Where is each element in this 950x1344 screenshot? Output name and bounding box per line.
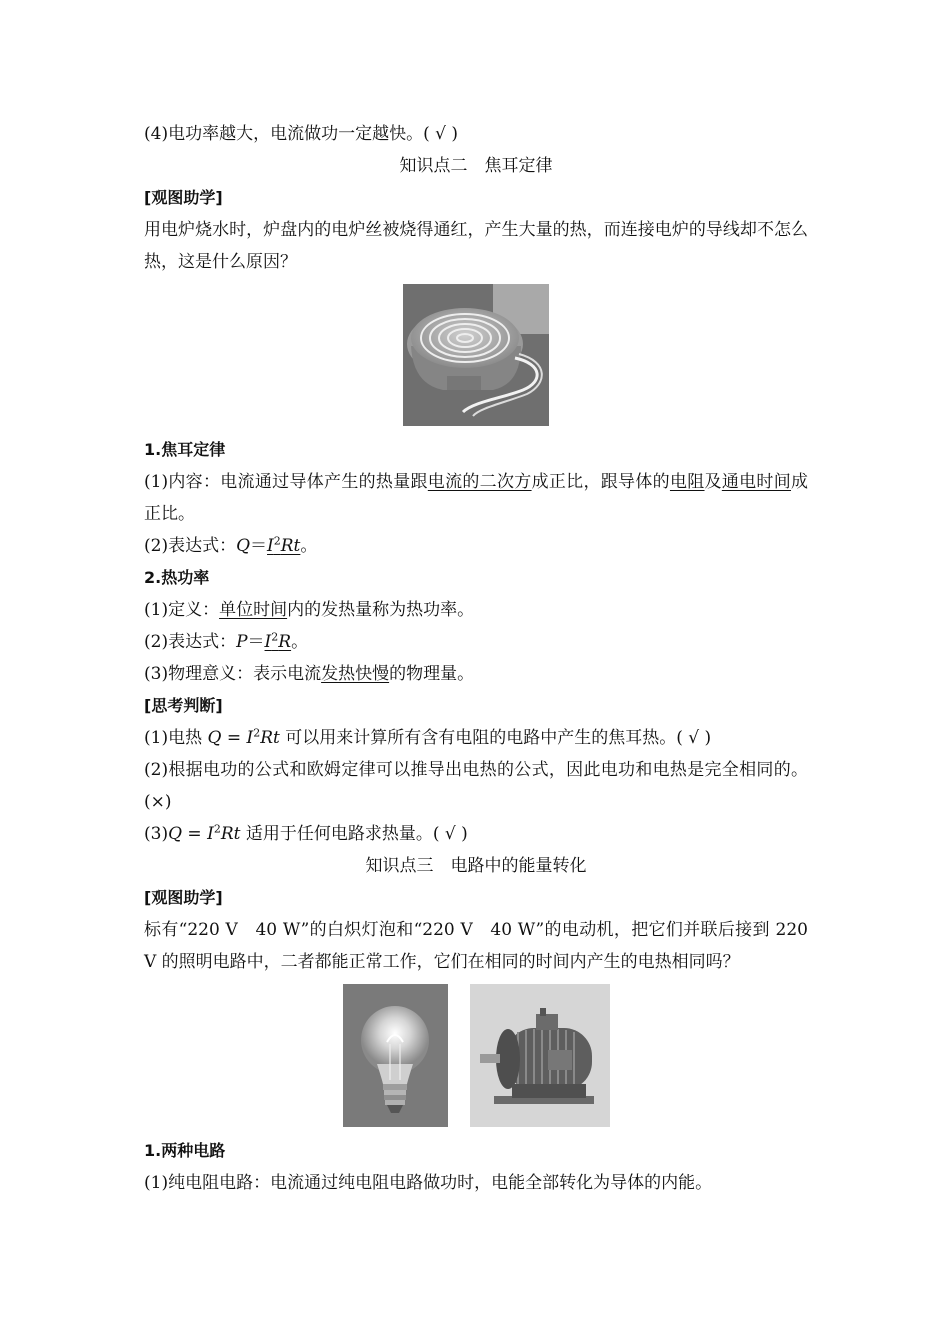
answer-time: 通电时间 <box>721 472 792 492</box>
exponent: 2 <box>271 630 279 644</box>
text-span: 及 <box>704 472 722 492</box>
electric-stove-image <box>403 284 549 426</box>
answer-formula <box>265 632 292 652</box>
symbol-i: I <box>267 536 274 556</box>
text-span: (1)电热 <box>144 728 208 748</box>
symbol-q: Q <box>207 728 222 748</box>
heat-power-definition <box>144 594 808 626</box>
text-span: 可以用来计算所有含有电阻的电路中产生的焦耳热。( √ ) <box>279 728 712 748</box>
text-span: 。 <box>291 632 309 652</box>
guide-tag: [观图助学] <box>144 888 223 907</box>
symbol-q: Q <box>168 824 183 844</box>
judgement-item-1 <box>144 722 808 754</box>
exponent: 2 <box>273 534 281 548</box>
text-span: 内的发热量称为热功率。 <box>287 600 475 620</box>
text-span: ＝ <box>250 536 268 556</box>
heat-power-meaning <box>144 658 808 690</box>
text-span: = <box>221 728 247 748</box>
exponent: 2 <box>253 726 261 740</box>
exponent: 2 <box>213 822 221 836</box>
heat-power-formula <box>144 626 808 658</box>
pure-resistor-circuit: (1)纯电阻电路：电流通过纯电阻电路做功时，电能全部转化为导体的内能。 <box>144 1173 713 1193</box>
heading-joule-law: 1.焦耳定律 <box>144 440 226 459</box>
heading-heat-power: 2.热功率 <box>144 568 210 587</box>
figure-bulb-and-motor <box>144 984 808 1127</box>
electric-motor-image <box>470 984 610 1127</box>
figure-electric-stove <box>144 284 808 426</box>
section-title-energy-conversion: 知识点三 电路中的能量转化 <box>365 856 587 876</box>
judgement-item-2: (2)根据电功的公式和欧姆定律可以推导出电热的公式，因此电功和电热是完全相同的。(×) <box>144 760 808 812</box>
text-span: (3)物理意义：表示电流 <box>144 664 322 684</box>
text-span: (2)表达式： <box>144 632 237 652</box>
symbol-i: I <box>264 632 272 652</box>
answer-unit-time: 单位时间 <box>219 600 288 620</box>
symbol-r: R <box>278 632 292 652</box>
symbol-i: I <box>246 728 254 748</box>
symbol-p: P <box>236 632 248 652</box>
symbol-rt: Rt <box>280 536 301 556</box>
think-judge-tag: [思考判断] <box>144 696 223 715</box>
symbol-i: I <box>207 824 214 844</box>
judgement-item-4: (4)电功率越大，电流做功一定越快。( √ ) <box>144 124 458 144</box>
answer-current-squared: 电流的二次方 <box>427 472 532 492</box>
document-content <box>144 118 808 1199</box>
text-span: = <box>182 824 208 844</box>
answer-formula <box>267 536 300 556</box>
symbol-q: Q <box>236 536 251 556</box>
guide-tag: [观图助学] <box>144 188 223 207</box>
text-span: 。 <box>300 536 318 556</box>
light-bulb-image <box>343 984 448 1127</box>
joule-law-content <box>144 466 808 530</box>
answer-heating-rate: 发热快慢 <box>321 664 390 684</box>
text-span: 适用于任何电路求热量。( √ ) <box>240 824 468 844</box>
text-span: 的物理量。 <box>389 664 475 684</box>
guide-question: 标有“220 V 40 W”的白炽灯泡和“220 V 40 W”的电动机，把它们并联后接到 220 V 的照明电路中，二者都能正常工作，它们在相同的时间内产生的电热相同吗？ <box>144 920 808 972</box>
text-span: (1)定义： <box>144 600 220 620</box>
answer-resistance: 电阻 <box>669 472 705 492</box>
joule-law-formula <box>144 530 808 562</box>
symbol-rt: Rt <box>260 728 280 748</box>
symbol-rt: Rt <box>220 824 241 844</box>
text-span: (1)内容：电流通过导体产生的热量跟 <box>144 472 428 492</box>
text-span: ＝ <box>247 632 265 652</box>
text-span: (3) <box>144 824 169 844</box>
guide-question: 用电炉烧水时，炉盘内的电炉丝被烧得通红，产生大量的热，而连接电炉的导线却不怎么热，这是什么原因？ <box>144 220 808 272</box>
text-span: 成正比。 <box>144 472 809 524</box>
text-span: (2)表达式： <box>144 536 237 556</box>
heading-two-circuits: 1.两种电路 <box>144 1141 226 1160</box>
judgement-item-3 <box>144 818 808 850</box>
text-span: 成正比，跟导体的 <box>531 472 670 492</box>
section-title-joule-law: 知识点二 焦耳定律 <box>399 156 553 176</box>
